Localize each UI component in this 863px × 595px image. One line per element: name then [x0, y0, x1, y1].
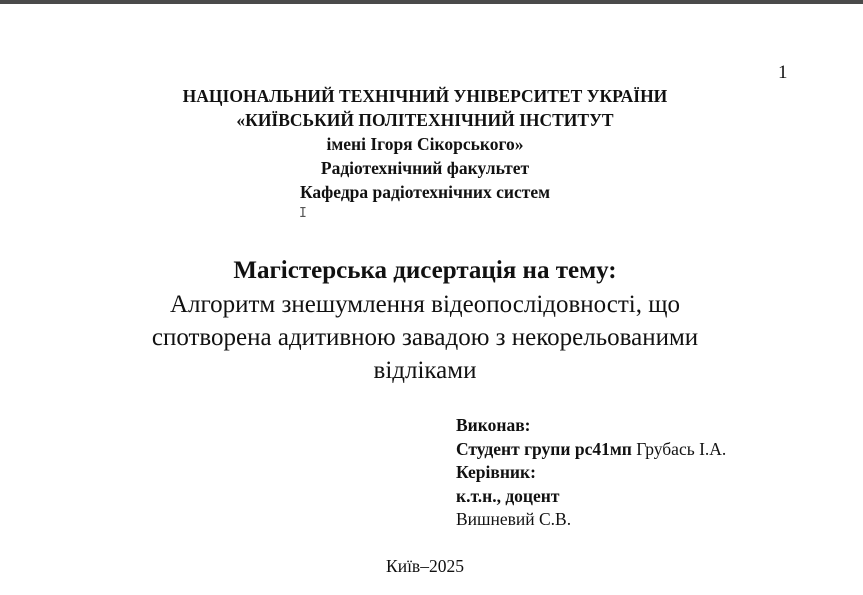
supervisor-name: Вишневий С.В.: [456, 509, 572, 529]
performed-by-label: Виконав:: [456, 415, 531, 435]
page-number: 1: [778, 62, 788, 83]
city-year: Київ–2025: [386, 556, 464, 576]
department-name: Кафедра радіотехнічних систем: [299, 182, 551, 202]
thesis-topic: [0, 288, 850, 387]
supervisor-label: Керівник:: [456, 462, 536, 482]
university-name-line-1: НАЦІОНАЛЬНИЙ ТЕХНІЧНИЙ УНІВЕРСИТЕТ УКРАЇНИ: [182, 86, 668, 106]
university-name-line-3: імені Ігоря Сікорського»: [326, 134, 524, 154]
student-row: [456, 438, 726, 462]
student-group-label: Студент групи рс41мп: [456, 438, 632, 459]
document-page[interactable]: [0, 4, 863, 595]
thesis-topic-line-3: відліками: [373, 357, 477, 384]
student-name: Грубась І.А.: [636, 438, 727, 459]
supervisor-degree: к.т.н., доцент: [456, 485, 560, 506]
thesis-title-block: [0, 254, 850, 387]
text-cursor-icon: I: [299, 206, 307, 221]
university-header: [0, 84, 850, 204]
thesis-topic-line-1: Алгоритм знешумлення відеопослідовності, що: [169, 291, 681, 318]
author-info-block: [456, 414, 726, 532]
thesis-heading: Магістерська дисертація на тему:: [233, 257, 617, 284]
university-name-line-2: «КИЇВСЬКИЙ ПОЛІТЕХНІЧНИЙ ІНСТИТУТ: [236, 110, 614, 130]
thesis-topic-line-2: спотворена адитивною завадою з некорельованими: [151, 324, 699, 351]
faculty-name: Радіотехнічний факультет: [320, 158, 530, 178]
